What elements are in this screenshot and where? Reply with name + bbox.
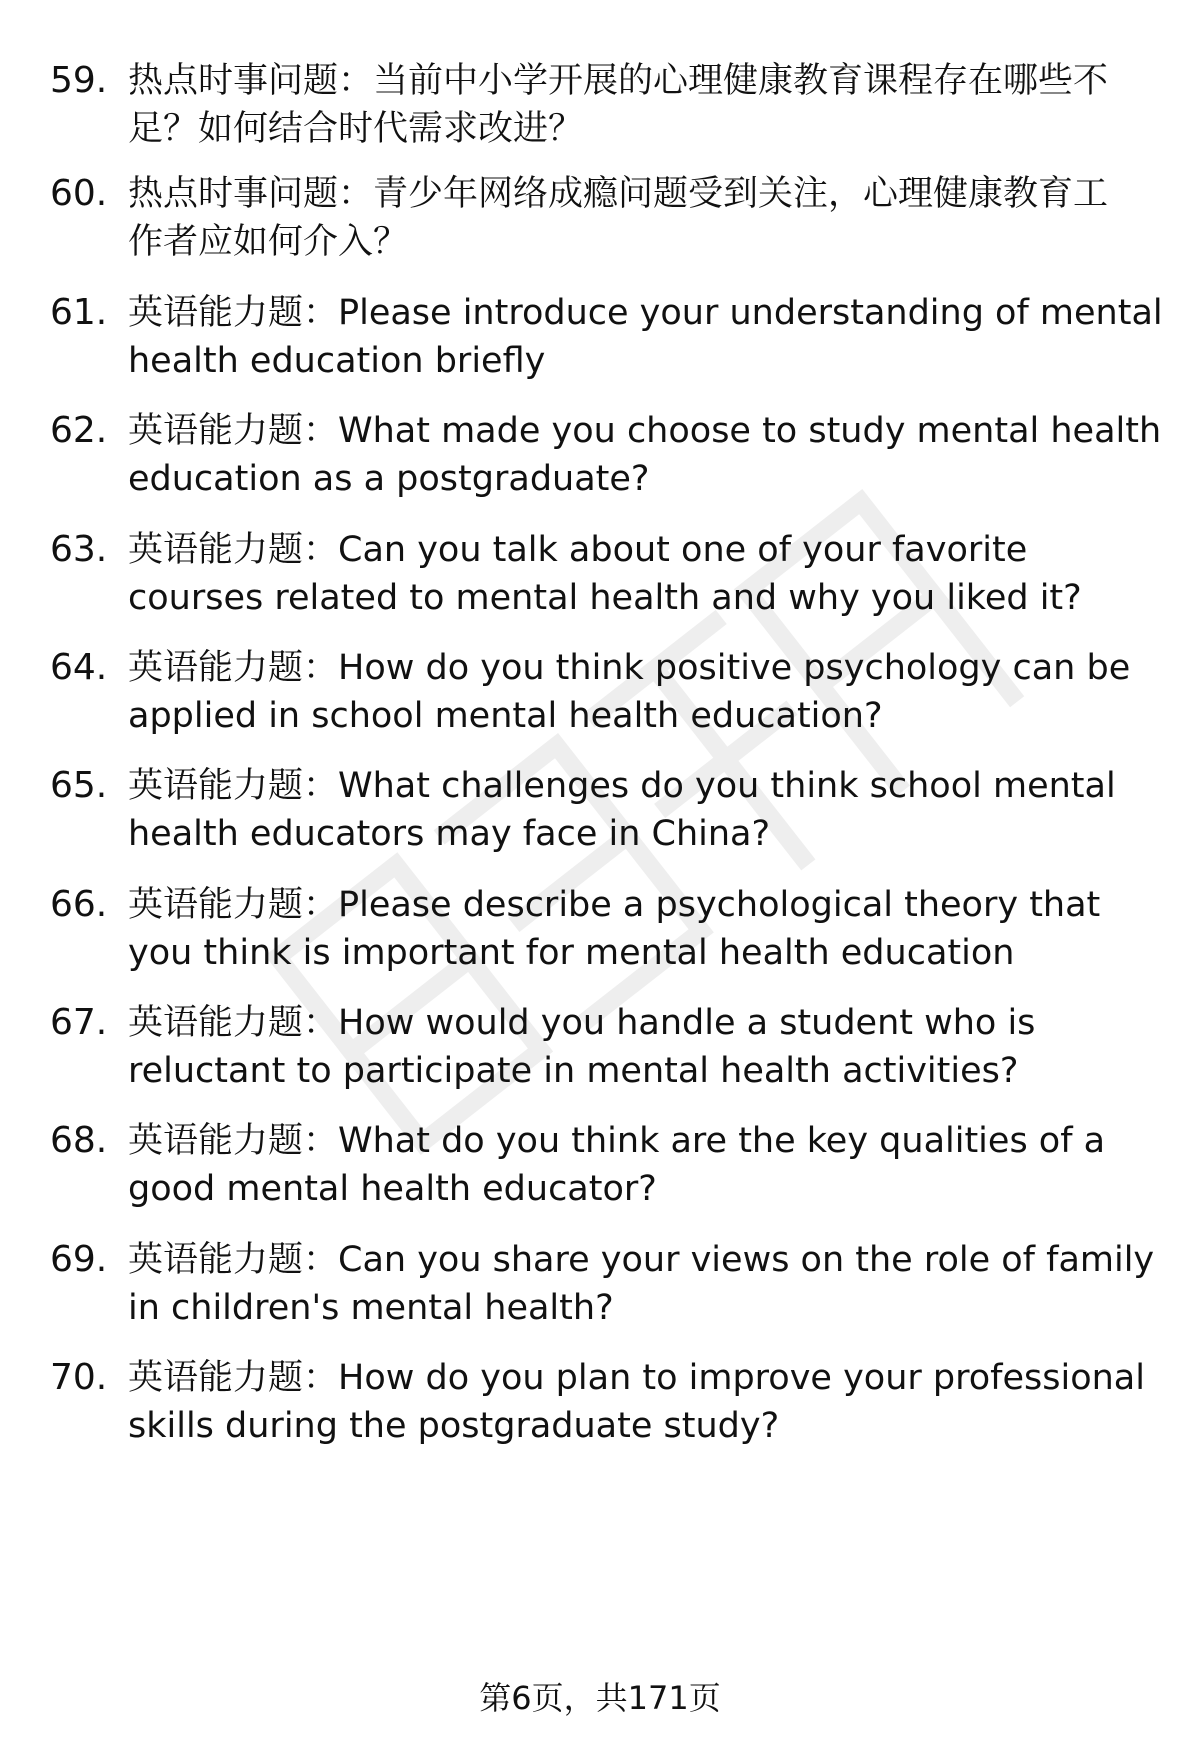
question-number: 70. [50, 1357, 108, 1398]
question-number: 59. [50, 60, 108, 101]
question-number: 68. [50, 1120, 108, 1161]
question-line: 英语能力题：What challenges do you think school mental [128, 766, 1116, 806]
question-line: 英语能力题：Please describe a psychological theory that [128, 885, 1101, 925]
question-line: in children's mental health? [128, 1288, 614, 1328]
question-text [128, 881, 1160, 977]
question-line: 热点时事问题：当前中小学开展的心理健康教育课程存在哪些不 [128, 61, 1109, 101]
page-number-text: 第6页，共171页 [479, 1679, 721, 1717]
question-number: 69. [50, 1239, 108, 1280]
question-number: 64. [50, 647, 108, 688]
question-line: courses related to mental health and why you liked it? [128, 578, 1082, 618]
question-text [128, 526, 1160, 622]
question-line: 作者应如何介入？ [128, 222, 409, 262]
question-text [128, 407, 1160, 503]
question-line: good mental health educator? [128, 1169, 657, 1209]
question-number: 66. [50, 884, 108, 925]
question-line: health education briefly [128, 341, 546, 381]
question-line: applied in school mental health education? [128, 696, 883, 736]
question-number: 63. [50, 529, 108, 570]
question-text [128, 170, 1160, 266]
question-line: skills during the postgraduate study? [128, 1406, 780, 1446]
question-line: health educators may face in China? [128, 814, 771, 854]
question-number: 60. [50, 173, 108, 214]
question-line: reluctant to participate in mental health activities? [128, 1051, 1019, 1091]
question-number: 62. [50, 410, 108, 451]
question-text [128, 1354, 1160, 1450]
question-line: 英语能力题：Please introduce your understanding of mental [128, 293, 1163, 333]
question-line: you think is important for mental health education [128, 933, 1015, 973]
question-text [128, 644, 1160, 740]
question-line: 热点时事问题：青少年网络成瘾问题受到关注，心理健康教育工 [128, 174, 1109, 214]
question-text [128, 289, 1163, 385]
question-number: 65. [50, 765, 108, 806]
question-number: 61. [50, 292, 108, 333]
question-line: 英语能力题：Can you talk about one of your favorite [128, 530, 1028, 570]
question-text [128, 1117, 1160, 1213]
question-text [128, 57, 1160, 153]
question-line: education as a postgraduate? [128, 459, 650, 499]
question-line: 英语能力题：Can you share your views on the role of family [128, 1240, 1155, 1280]
question-line: 英语能力题：How would you handle a student who is [128, 1003, 1036, 1043]
question-text [128, 1236, 1160, 1332]
question-line: 英语能力题：What do you think are the key qualities of a [128, 1121, 1106, 1161]
question-line: 英语能力题：What made you choose to study mental health [128, 411, 1162, 451]
question-text [128, 999, 1160, 1095]
question-line: 英语能力题：How do you think positive psychology can be [128, 648, 1131, 688]
question-line: 英语能力题：How do you plan to improve your professional [128, 1358, 1145, 1398]
question-line: 足？如何结合时代需求改进？ [128, 109, 584, 149]
question-number: 67. [50, 1002, 108, 1043]
question-text [128, 762, 1160, 858]
page-footer [0, 1674, 1200, 1722]
